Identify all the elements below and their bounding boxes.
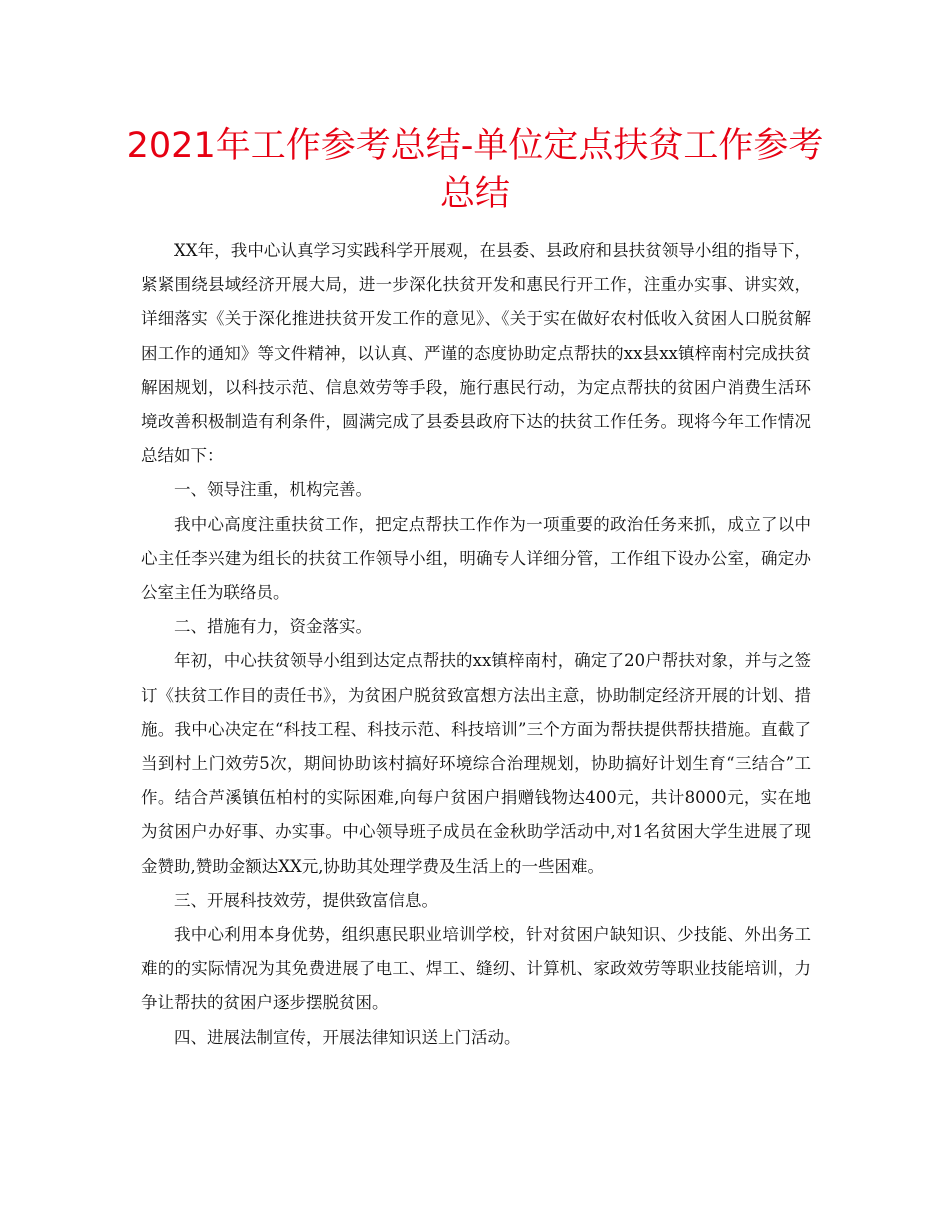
paragraph-section-1: 我中心高度注重扶贫工作，把定点帮扶工作作为一项重要的政治任务来抓，成立了以中心主任李兴建为组长的扶贫工作领导小组，明确专人详细分管，工作组下设办公室，确定办公室主任为联络员。 [141,514,811,603]
section-heading-2: 二、措施有力，资金落实。 [174,617,372,637]
document-body [141,234,811,1055]
document-title: 2021年工作参考总结-单位定点扶贫工作参考总结 [126,126,824,214]
section-heading-1: 一、领导注重，机构完善。 [174,480,372,500]
paragraph-section-2: 年初，中心扶贫领导小组到达定点帮扶的xx镇梓南村，确定了20户帮扶对象，并与之签订《扶贫工作目的责任书》，为贫困户脱贫致富想方法出主意，协助制定经济开展的计划、措施。我中心决定在“科技工程、科技示范、科技培训”三个方面为帮扶提供帮扶措施。直截了当到村上门效劳5次，期间协助该村搞好环境综合治理规划，协助搞好计划生育“三结合”工作。结合芦溪镇伍柏村的实际困难,向每户贫困户捐赠钱物达400元，共计8000元，实在地为贫困户办好事、办实事。中心领导班子成员在金秋助学活动中,对1名贫困大学生进展了现金赞助,赞助金额达XX元,协助其处理学费及生活上的一些困难。 [141,651,811,876]
section-heading-4: 四、进展法制宣传，开展法律知识送上门活动。 [174,1027,521,1047]
paragraph-intro: XX年，我中心认真学习实践科学开展观，在县委、县政府和县扶贫领导小组的指导下，紧紧围绕县域经济开展大局，进一步深化扶贫开发和惠民行开工作，注重办实事、讲实效，详细落实《关于深化推进扶贫开发工作的意见》、《关于实在做好农村低收入贫困人口脱贫解困工作的通知》等文件精神，以认真、严谨的态度协助定点帮扶的xx县xx镇梓南村完成扶贫解困规划，以科技示范、信息效劳等手段，施行惠民行动，为定点帮扶的贫困户消费生活环境改善积极制造有利条件，圆满完成了县委县政府下达的扶贫工作任务。现将今年工作情况总结如下： [141,241,811,466]
paragraph-section-3: 我中心利用本身优势，组织惠民职业培训学校，针对贫困户缺知识、少技能、外出务工难的的实际情况为其免费进展了电工、焊工、缝纫、计算机、家政效劳等职业技能培训，力争让帮扶的贫困户逐步摆脱贫困。 [141,925,811,1013]
section-heading-3: 三、开展科技效劳，提供致富信息。 [174,890,438,910]
